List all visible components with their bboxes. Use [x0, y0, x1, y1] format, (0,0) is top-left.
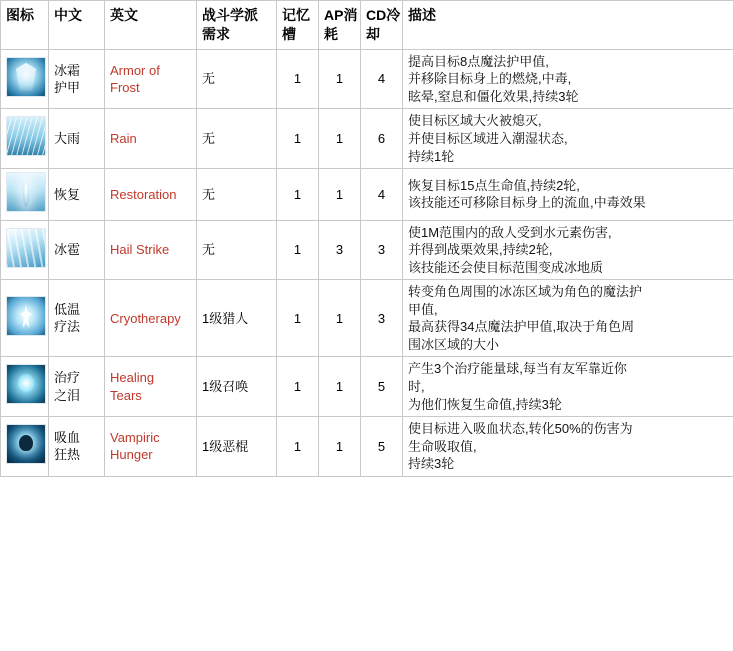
skill-icon-cell — [1, 417, 49, 477]
skill-description — [403, 49, 733, 109]
description-line3: 该技能还会使目标范围变成冰地质 — [408, 259, 604, 275]
header-school-line2: 需求 — [202, 25, 230, 42]
skill-english-name — [105, 357, 197, 417]
header-chinese — [49, 1, 105, 50]
skill-icon-cell — [1, 280, 49, 357]
chinese-line1: 大雨 — [54, 130, 81, 146]
skill-chinese-name — [49, 169, 105, 221]
header-english-label: 英文 — [110, 7, 138, 23]
skill-icon-cell — [1, 169, 49, 221]
header-cd-line2: 却 — [366, 25, 380, 42]
skill-chinese-name — [49, 220, 105, 280]
skill-english-name — [105, 220, 197, 280]
header-school-line1: 战斗学派 — [202, 7, 258, 23]
skill-english-name — [105, 109, 197, 169]
skill-ap-cost: 3 — [319, 220, 361, 280]
description-line3: 眩晕,窒息和僵化效果,持续3轮 — [408, 88, 579, 104]
english-line1: Cryotherapy — [110, 310, 181, 326]
skill-english-name — [105, 417, 197, 477]
description-line1: 使目标进入吸血状态,转化50%的伤害为 — [408, 421, 633, 437]
skill-memory-slots: 1 — [277, 49, 319, 109]
skill-ap-cost: 1 — [319, 280, 361, 357]
english-line1: Vampiric — [110, 429, 160, 445]
chinese-line1: 治疗 — [54, 370, 81, 386]
table-row — [1, 417, 733, 477]
skill-school-requirement: 无 — [197, 109, 277, 169]
english-line1: Rain — [110, 130, 137, 146]
chinese-line2: 狂热 — [54, 447, 81, 463]
skill-school-requirement: 1级召唤 — [197, 357, 277, 417]
description-line1: 使1M范围内的敌人受到水元素伤害, — [408, 224, 612, 240]
skill-description — [403, 169, 733, 221]
skill-memory-slots: 1 — [277, 220, 319, 280]
header-description-label: 描述 — [408, 7, 436, 23]
chinese-line1: 冰雹 — [54, 242, 81, 258]
table-row — [1, 220, 733, 280]
header-chinese-label: 中文 — [54, 7, 82, 23]
english-line1: Healing — [110, 370, 155, 386]
skill-cooldown: 6 — [361, 109, 403, 169]
header-cd-line1: CD冷 — [366, 7, 401, 23]
chinese-line1: 低温 — [54, 301, 81, 317]
description-line3: 最高获得34点魔法护甲值,取决于角色周 — [408, 319, 635, 335]
chinese-line1: 冰霜 — [54, 62, 81, 78]
skill-school-requirement: 无 — [197, 220, 277, 280]
skill-ap-cost: 1 — [319, 109, 361, 169]
skill-cooldown: 3 — [361, 220, 403, 280]
skill-chinese-name — [49, 109, 105, 169]
skill-description — [403, 280, 733, 357]
description-line1: 恢复目标15点生命值,持续2轮, — [408, 177, 580, 193]
description-line3: 持续3轮 — [408, 456, 455, 472]
skill-memory-slots: 1 — [277, 169, 319, 221]
description-line1: 产生3个治疗能量球,每当有友军靠近你 — [408, 361, 627, 377]
skill-cooldown: 5 — [361, 357, 403, 417]
hail-strike-icon — [6, 228, 46, 268]
skill-chinese-name — [49, 417, 105, 477]
skill-english-name — [105, 280, 197, 357]
chinese-line1: 恢复 — [54, 186, 81, 202]
restoration-icon — [6, 172, 46, 212]
header-row — [1, 1, 733, 50]
table-row — [1, 109, 733, 169]
skill-memory-slots: 1 — [277, 357, 319, 417]
english-line1: Restoration — [110, 186, 177, 202]
skill-icon-cell — [1, 220, 49, 280]
skill-icon-cell — [1, 49, 49, 109]
skill-chinese-name — [49, 49, 105, 109]
skill-school-requirement: 1级恶棍 — [197, 417, 277, 477]
skill-chinese-name — [49, 280, 105, 357]
description-line3: 为他们恢复生命值,持续3轮 — [408, 396, 562, 412]
skill-icon-cell — [1, 357, 49, 417]
skill-english-name — [105, 49, 197, 109]
header-memory-line2: 槽 — [282, 25, 296, 42]
vampiric-hunger-icon — [6, 424, 46, 464]
description-line2: 并得到战栗效果,持续2轮, — [408, 242, 553, 258]
table-header — [1, 1, 733, 50]
header-ap — [319, 1, 361, 50]
skill-cooldown: 4 — [361, 169, 403, 221]
cryotherapy-icon — [6, 296, 46, 336]
table-row — [1, 280, 733, 357]
skill-description — [403, 220, 733, 280]
skill-cooldown: 5 — [361, 417, 403, 477]
header-icon — [1, 1, 49, 50]
description-line2: 生命吸取值, — [408, 438, 477, 454]
english-line2: Tears — [110, 387, 142, 403]
header-cd — [361, 1, 403, 50]
skill-memory-slots: 1 — [277, 280, 319, 357]
skill-chinese-name — [49, 357, 105, 417]
description-line2: 该技能还可移除目标身上的流血,中毒效果 — [408, 195, 646, 211]
table-body — [1, 49, 733, 476]
skill-school-requirement: 1级猎人 — [197, 280, 277, 357]
skill-description — [403, 109, 733, 169]
description-line2: 时, — [408, 378, 425, 394]
rain-icon — [6, 116, 46, 156]
description-line2: 并移除目标身上的燃烧,中毒, — [408, 71, 572, 87]
skill-ap-cost: 1 — [319, 417, 361, 477]
english-line1: Hail Strike — [110, 242, 170, 258]
header-icon-label: 图标 — [6, 7, 34, 23]
chinese-line2: 之泪 — [54, 387, 81, 403]
chinese-line2: 疗法 — [54, 319, 81, 335]
english-line2: Frost — [110, 80, 140, 96]
header-memory-line1: 记忆 — [282, 7, 310, 23]
description-line2: 甲值, — [408, 301, 438, 317]
skill-memory-slots: 1 — [277, 417, 319, 477]
table-row — [1, 49, 733, 109]
header-english — [105, 1, 197, 50]
skill-english-name — [105, 169, 197, 221]
healing-tears-icon — [6, 364, 46, 404]
skill-description — [403, 417, 733, 477]
skill-memory-slots: 1 — [277, 109, 319, 169]
table-row — [1, 357, 733, 417]
english-line1: Armor of — [110, 62, 160, 78]
description-line3: 持续1轮 — [408, 148, 455, 164]
skill-school-requirement: 无 — [197, 49, 277, 109]
english-line2: Hunger — [110, 447, 153, 463]
header-ap-line2: 耗 — [324, 25, 338, 42]
chinese-line1: 吸血 — [54, 429, 81, 445]
header-ap-line1: AP消 — [324, 7, 358, 23]
description-line4: 围冰区域的大小 — [408, 336, 500, 352]
header-school — [197, 1, 277, 50]
description-line1: 转变角色周围的冰冻区域为角色的魔法护 — [408, 284, 643, 300]
skill-school-requirement: 无 — [197, 169, 277, 221]
description-line1: 使目标区域大火被熄灭, — [408, 113, 542, 129]
table-row — [1, 169, 733, 221]
armor-of-frost-icon — [6, 57, 46, 97]
skill-description — [403, 357, 733, 417]
skill-ap-cost: 1 — [319, 49, 361, 109]
skill-cooldown: 3 — [361, 280, 403, 357]
skill-ap-cost: 1 — [319, 357, 361, 417]
skill-icon-cell — [1, 109, 49, 169]
header-description — [403, 1, 733, 50]
header-memory — [277, 1, 319, 50]
description-line2: 并使目标区域进入潮湿状态, — [408, 130, 568, 146]
skill-ap-cost: 1 — [319, 169, 361, 221]
chinese-line2: 护甲 — [54, 80, 81, 96]
skill-cooldown: 4 — [361, 49, 403, 109]
description-line1: 提高目标8点魔法护甲值, — [408, 53, 549, 69]
